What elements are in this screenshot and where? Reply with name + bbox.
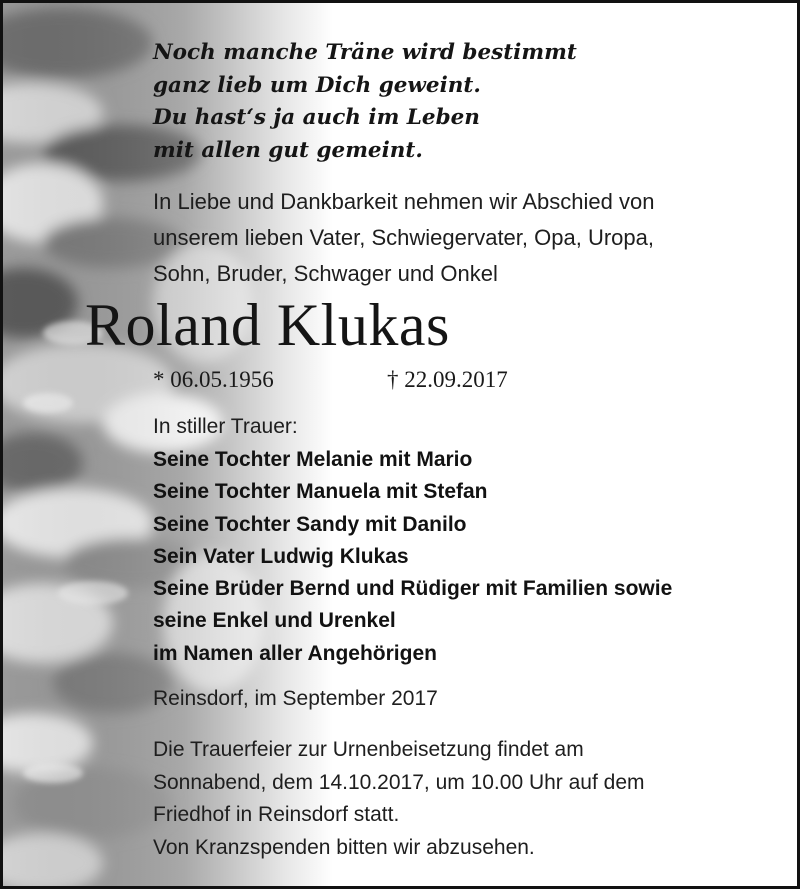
deceased-name: Roland Klukas [85, 292, 450, 358]
intro-line: Sohn, Bruder, Schwager und Onkel [153, 261, 498, 286]
death-date: † 22.09.2017 [387, 367, 508, 392]
mourner-line: Sein Vater Ludwig Klukas [153, 544, 409, 568]
funeral-line: Die Trauerfeier zur Urnenbeisetzung findet am [153, 738, 584, 761]
funeral-line: Friedhof in Reinsdorf statt. [153, 803, 400, 826]
life-dates [153, 365, 508, 395]
poem-line: ganz lieb um Dich geweint. [153, 72, 481, 98]
memorial-poem [153, 37, 577, 167]
farewell-intro [153, 184, 654, 292]
mourners-list [153, 444, 672, 670]
birth-date: * 06.05.1956 [153, 367, 274, 392]
funeral-info [153, 734, 645, 864]
notice-content [3, 3, 800, 889]
funeral-line: Sonnabend, dem 14.10.2017, um 10.00 Uhr auf dem [153, 770, 645, 794]
place-and-date: Reinsdorf, im September 2017 [153, 687, 438, 710]
poem-line: mit allen gut gemeint. [153, 137, 423, 163]
poem-line: Noch manche Träne wird bestimmt [153, 40, 577, 65]
mourner-line: Seine Brüder Bernd und Rüdiger mit Familien sowie [153, 577, 673, 601]
mourner-line: Seine Tochter Manuela mit Stefan [153, 480, 488, 504]
intro-line: unserem lieben Vater, Schwiegervater, Opa, Uropa, [153, 225, 654, 250]
mourner-line: seine Enkel und Urenkel [153, 609, 396, 633]
poem-line: Du hast‘s ja auch im Leben [153, 105, 480, 130]
funeral-line: Von Kranzspenden bitten wir abzusehen. [153, 835, 535, 859]
mourner-line: im Namen aller Angehörigen [153, 641, 437, 665]
intro-line: In Liebe und Dankbarkeit nehmen wir Abschied von [153, 189, 655, 214]
mourner-line: Seine Tochter Melanie mit Mario [153, 448, 473, 471]
mourner-line: Seine Tochter Sandy mit Danilo [153, 512, 467, 536]
mourning-label: In stiller Trauer: [153, 415, 298, 438]
